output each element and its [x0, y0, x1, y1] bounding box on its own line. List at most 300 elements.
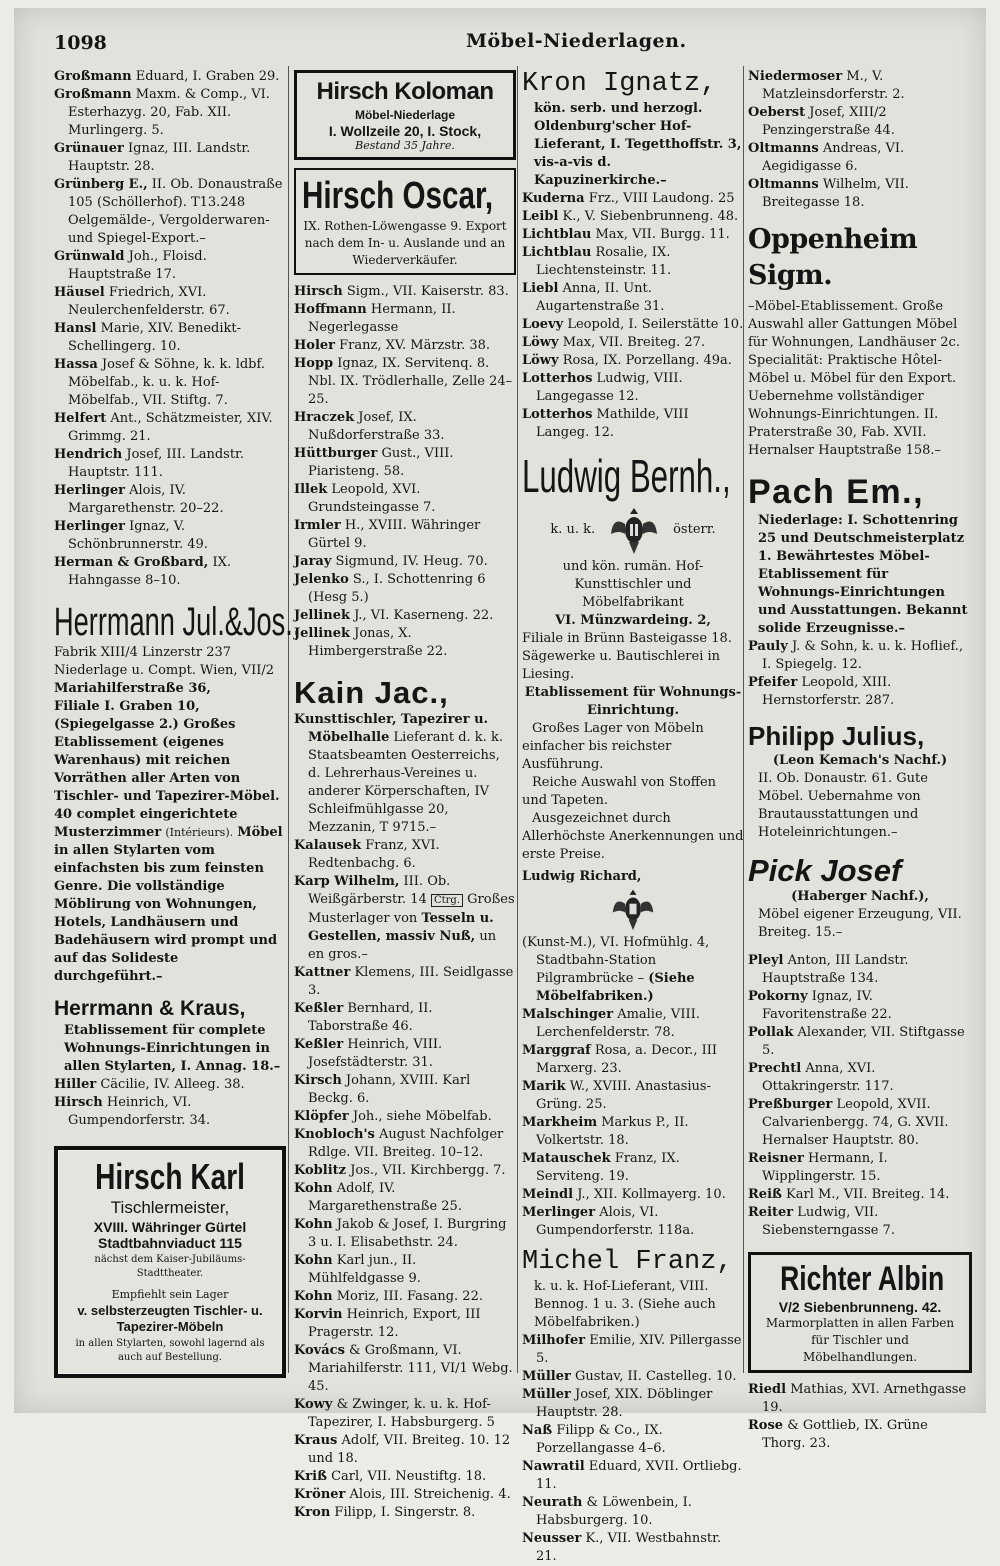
entry-text: J., VI. Kaserneng. 22. — [354, 608, 494, 623]
list-item — [54, 518, 286, 554]
entry-text: Hermann, I. Wipplingerstr. 15. — [762, 1151, 888, 1184]
entry-text: Moriz, III. Fasang. 22. — [336, 1289, 483, 1304]
entry-name: Pollak — [748, 1025, 794, 1040]
entry-name: Pauly — [748, 639, 788, 654]
ad-ludwig-bold2: Etablissement für Wohnungs-Einrichtung. — [524, 685, 742, 718]
entry-name: Oeberst — [748, 105, 806, 120]
entry-text: Klemens, III. Seidlgasse 3. — [308, 965, 514, 998]
ad-oppenheim-title: Oppenheim Sigm. — [748, 224, 918, 291]
entry-text: Rosa, a. Decor., III Marxerg. 23. — [536, 1043, 717, 1076]
list-item — [54, 284, 286, 320]
list-item — [294, 445, 516, 481]
ad-ludwig-address: VI. Münzwardeing. 2, — [555, 613, 711, 628]
entry-name: Hansl — [54, 321, 97, 336]
entry-text: Heinrich, VIII. Josefstädterstr. 31. — [308, 1037, 443, 1070]
column-3 — [522, 68, 744, 1566]
list-item — [748, 1024, 972, 1060]
entry-name: Lichtblau — [522, 245, 592, 260]
list-item — [522, 1422, 744, 1458]
ad-richard-text: (Kunst-M.), VI. Hofmühlg. 4, Stadtbahn-Station Pilgrambrücke – — [522, 935, 710, 986]
entry-text: Leopold, XIII. Hernstorferstr. 287. — [762, 675, 895, 708]
list-item — [522, 316, 744, 334]
list-item — [748, 1381, 972, 1417]
list-item — [522, 1530, 744, 1566]
list-item — [294, 964, 516, 1000]
ad-pick-sub: (Haberger Nachf.), — [791, 889, 929, 904]
ad-philipp-title: Philipp Julius, — [748, 721, 925, 751]
list-item — [294, 1216, 516, 1252]
entry-text: Karl jun., II. Mühlfeldgasse 9. — [308, 1253, 421, 1286]
entry-text: Max, VII. Burgg. 11. — [595, 227, 730, 242]
list-item — [54, 554, 286, 590]
list-item — [54, 68, 286, 86]
entry-karp — [294, 873, 516, 964]
entry-name: Milhofer — [522, 1333, 586, 1348]
entry-text: & Gottlieb, IX. Grüne Thorg. 23. — [762, 1418, 928, 1451]
entry-bold: Tesseln u. Gestellen, massiv Nuß, — [308, 911, 494, 944]
list-item — [748, 638, 972, 674]
list-item — [522, 1114, 744, 1150]
page-number: 1098 — [54, 32, 107, 54]
entry-name: Markheim — [522, 1115, 598, 1130]
ad-pach-title: Pach Em., — [748, 473, 925, 511]
list-item — [522, 1042, 744, 1078]
entry-name: Pokorny — [748, 989, 808, 1004]
entry-text: Josef & Söhne, k. k. ldbf. Möbelfab., k. u. k. Hof-Möbelfab., VII. Stiftg. 7. — [68, 357, 265, 408]
entry-text: Franz, XV. Märzstr. 38. — [339, 338, 491, 353]
list-item — [294, 1504, 516, 1522]
list-item — [294, 1162, 516, 1180]
entry-text: Ludwig, VIII. Langegasse 12. — [536, 371, 683, 404]
column-1 — [54, 68, 301, 1382]
entry-text: Johann, XVIII. Karl Beckg. 6. — [308, 1073, 471, 1106]
list-item — [54, 482, 286, 518]
ad-hirsch-karl — [54, 1146, 286, 1378]
entry-name: Karp Wilhelm, — [294, 874, 400, 889]
list-item — [54, 248, 286, 284]
entry-name: Kriß — [294, 1469, 327, 1484]
ad-pick-title: Pick Josef — [748, 853, 902, 888]
entry-text: Jakob & Josef, I. Burgring 3 u. I. Elisabethstr. 24. — [308, 1217, 507, 1250]
ad-koloman-note: Bestand 35 Jahre. — [355, 139, 455, 152]
list-item — [294, 1000, 516, 1036]
list-item — [522, 1186, 744, 1204]
eagle-crest-icon — [609, 504, 659, 556]
list-item — [294, 1288, 516, 1306]
ad-oppenheim — [748, 222, 972, 460]
ad-kron — [522, 68, 744, 190]
list-item — [294, 337, 516, 355]
entry-name: Jaray — [294, 554, 332, 569]
entry-name: Korvin — [294, 1307, 343, 1322]
entry-text: Josef, XIII/2 Penzingerstraße 44. — [762, 105, 895, 138]
entry-name: Hirsch — [54, 1095, 103, 1110]
column-rule — [288, 66, 289, 1373]
ad-hirsch-karl-title: Hirsch Karl — [95, 1156, 245, 1197]
entry-name: Grünberg E., — [54, 177, 148, 192]
ad-kron-title: Kron Ignatz, — [522, 69, 717, 99]
list-item — [748, 988, 972, 1024]
list-item — [294, 837, 516, 873]
entry-text: Josef, XIX. Döblinger Hauptstr. 28. — [536, 1387, 713, 1420]
entry-text: Wilhelm, VII. Breitegasse 18. — [762, 177, 909, 210]
entry-name: Marik — [522, 1079, 566, 1094]
entry-text: Adolf, IV. Margarethenstraße 25. — [308, 1181, 462, 1214]
list-item — [294, 1486, 516, 1504]
ad-herrmann-kraus-title: Herrmann & Kraus, — [54, 997, 246, 1020]
list-item — [522, 1006, 744, 1042]
entry-text: Anna, XVI. Ottakringerstr. 117. — [762, 1061, 894, 1094]
ad-ludwig-line1: und kön. rumän. Hof-Kunsttischler und Möbelfabrikant — [562, 559, 704, 610]
ad-richard-name: Ludwig Richard, — [522, 869, 642, 884]
entry-name: Jellinek — [294, 608, 350, 623]
entry-name: Lichtblau — [522, 227, 592, 242]
ad-ludwig-line4: Reiche Auswahl von Stoffen und Tapeten. — [522, 775, 717, 808]
entry-text: Josef, III. Landstr. Hauptstr. 111. — [68, 447, 244, 480]
entry-name: Preßburger — [748, 1097, 833, 1112]
entry-text: Leopold, XVII. Calvarienbergg. 74, G. XVII. Hernalser Hauptstr. 80. — [762, 1097, 949, 1148]
entry-name: Kovács — [294, 1343, 345, 1358]
entry-name: Hraczek — [294, 410, 355, 425]
entry-text: Karl M., VII. Breiteg. 14. — [786, 1187, 950, 1202]
entry-name: Neurath — [522, 1495, 583, 1510]
entry-name: Helfert — [54, 411, 107, 426]
ad-ludwig-oesterr: österr. — [673, 522, 716, 537]
entry-text: Jos., VII. Kirchbergg. 7. — [350, 1163, 506, 1178]
entry-text: Alexander, VII. Stiftgasse 5. — [762, 1025, 965, 1058]
entry-text: J., XII. Kollmayerg. 10. — [577, 1187, 726, 1202]
list-item — [54, 356, 286, 410]
column-rule — [517, 66, 518, 1373]
list-item — [294, 517, 516, 553]
ad-pick-text: Möbel eigener Erzeugung, VII. Breiteg. 15.– — [758, 907, 962, 940]
entry-text: Großes Musterlager von — [308, 892, 515, 926]
ad-hirsch-karl-viaduct: Stadtbahnviaduct 115 — [98, 1235, 242, 1251]
column-4 — [748, 68, 972, 1453]
ad-philipp — [748, 720, 972, 842]
list-item — [522, 1078, 744, 1114]
ad-hirsch-karl-street: XVIII. Währinger Gürtel — [93, 1219, 247, 1235]
entry-text: Ignaz, IV. Favoritenstraße 22. — [762, 989, 892, 1022]
entry-text: Mathilde, VIII Langeg. 12. — [536, 407, 689, 440]
ad-pach — [748, 472, 972, 638]
ad-oscar-text: IX. Rothen-Löwengasse 9. Export nach dem In- u. Auslande und an Wiederverkäufer. — [303, 219, 507, 267]
entry-name: Hiller — [54, 1077, 97, 1092]
ad-herrmann-rooms: 40 complet eingerichtete Musterzimmer — [54, 807, 238, 840]
entry-text: IX. Hahngasse 8–10. — [68, 555, 231, 588]
entry-name: Herlinger — [54, 519, 125, 534]
list-item — [522, 1332, 744, 1368]
entry-name: Pfeifer — [748, 675, 798, 690]
entry-text: Heinrich, Export, III Pragerstr. 12. — [308, 1307, 481, 1340]
ad-herrmann-address: Fabrik XIII/4 Linzerstr 237 Niederlage u. Compt. Wien, VII/2 — [54, 645, 274, 678]
entry-text: Cäcilie, IV. Alleeg. 38. — [100, 1077, 245, 1092]
entry-name: Reiter — [748, 1205, 794, 1220]
list-item — [294, 1036, 516, 1072]
ad-koloman-address: I. Wollzeile 20, I. Stock, — [328, 123, 482, 139]
entry-name: Reiß — [748, 1187, 782, 1202]
list-item — [294, 625, 516, 661]
entry-text: II. Ob. Donaustraße 105 (Schöllerhof). T13.248 Oelgemälde-, Vergolderwaren- und Spiegel-Export.– — [68, 177, 283, 246]
entry-name: Meindl — [522, 1187, 574, 1202]
entry-name: Keßler — [294, 1001, 344, 1016]
entry-text: K., V. Siebenbrunneng. 48. — [562, 209, 739, 224]
entry-name: Löwy — [522, 353, 559, 368]
entry-name: Kohn — [294, 1289, 333, 1304]
entry-name: Grünauer — [54, 141, 124, 156]
entry-text: Alois, IV. Margarethenstr. 20–22. — [68, 483, 224, 516]
entry-text: Anna, II. Unt. Augartenstraße 31. — [536, 281, 665, 314]
ad-koloman-sub: Möbel-Niederlage — [354, 108, 456, 122]
entry-name: Rose — [748, 1418, 784, 1433]
entry-name: Kröner — [294, 1487, 346, 1502]
list-item — [294, 1180, 516, 1216]
entry-name: Naß — [522, 1423, 553, 1438]
ad-philipp-sub: (Leon Kemach's Nachf.) — [772, 753, 948, 768]
entry-text: Marie, XIV. Benedikt-Schellingerg. 10. — [68, 321, 242, 354]
ad-richter-text: Marmorplatten in allen Farben für Tischler und Möbelhandlungen. — [765, 1316, 955, 1364]
entry-name: Kron — [294, 1505, 331, 1520]
entry-text: Joh., Floisd. Hauptstraße 17. — [68, 249, 207, 282]
list-item — [54, 86, 286, 140]
list-item — [294, 1396, 516, 1432]
entry-text: & Löwenbein, I. Habsburgerg. 10. — [536, 1495, 692, 1528]
entry-name: Hirsch — [294, 284, 343, 299]
entry-name: Holer — [294, 338, 336, 353]
entry-text: Anton, III Landstr. Hauptstraße 134. — [762, 953, 909, 986]
entry-text: & Großmann, VI. Mariahilferstr. 111, VI/1 Webg. 45. — [308, 1343, 513, 1394]
entry-name: Reisner — [748, 1151, 804, 1166]
entry-text: Maxm. & Comp., VI. Esterhazyg. 20, Fab. XII. Murlingerg. 5. — [68, 87, 270, 138]
entry-text: III. Ob. Weißgärberstr. 14 — [308, 874, 451, 907]
ad-ludwig-line3: Großes Lager von Möbeln einfacher bis reichster Ausführung. — [522, 721, 704, 772]
entry-text: S., I. Schottenring 6 (Hesg 5.) — [308, 572, 486, 605]
entry-text: Ignaz, V. Schönbrunnerstr. 49. — [68, 519, 208, 552]
entry-text: Eduard, I. Graben 29. — [135, 69, 280, 84]
entry-name: Hopp — [294, 356, 334, 371]
ad-hirsch-oscar — [294, 168, 516, 275]
ad-ludwig-line2: Filiale in Brünn Basteigasse 18. Sägewerke u. Bautischlerei in Liesing. — [522, 631, 732, 682]
ad-pach-text: Niederlage: I. Schottenring 25 und Deutschmeisterplatz 1. Bewährtestes Möbel-Etablissement für Wohnungs-Einrichtungen und Ausstattungen. Bekannt solide Erzeugnisse.– — [758, 513, 968, 636]
list-item — [294, 553, 516, 571]
entry-text: Gust., VIII. Piaristeng. 58. — [308, 446, 454, 479]
list-item — [522, 1458, 744, 1494]
ad-michel — [522, 1246, 744, 1332]
ad-kain-bold: Kunsttischler, Tapezirer u. Möbelhalle — [294, 712, 489, 745]
entry-text: Sigm., VII. Kaiserstr. 83. — [346, 284, 509, 299]
ad-pick — [748, 854, 972, 942]
list-item — [294, 1468, 516, 1486]
entry-text: Andreas, VI. Aegidigasse 6. — [762, 141, 905, 174]
entry-name: Knobloch's — [294, 1127, 375, 1142]
entry-text: Ludwig, VII. Siebensterngasse 7. — [762, 1205, 895, 1238]
list-item — [748, 1060, 972, 1096]
ad-richter-title: Richter Albin — [780, 1260, 945, 1298]
list-item — [748, 1204, 972, 1240]
ad-richard-bold: (Siehe Möbelfabriken.) — [536, 971, 695, 1004]
entry-text: Frz., VIII Laudong. 25 — [588, 191, 735, 206]
entry-text: Rosalie, IX. Liechtensteinstr. 11. — [536, 245, 672, 278]
entry-text: un en gros.– — [308, 929, 497, 962]
entry-name: Nawratil — [522, 1459, 585, 1474]
list-item — [522, 1368, 744, 1386]
entry-text: Emilie, XIV. Pillergasse 5. — [536, 1333, 742, 1366]
ad-kain-text: Lieferant d. k. k. Staatsbeamten Oesterreichs, d. Lehrerhaus-Vereines u. anderer Körperschaften, IV Schleifmühlgasse 20, Mezzanin, T 9715.– — [308, 730, 503, 835]
list-item — [54, 1094, 286, 1130]
entry-name: Neusser — [522, 1531, 582, 1546]
list-item — [54, 176, 286, 248]
ad-herrmann-kraus — [54, 996, 286, 1076]
entry-text: W., XVIII. Anastasius-Grüng. 25. — [536, 1079, 711, 1112]
entry-name: Pleyl — [748, 953, 784, 968]
ad-herrmann — [54, 600, 301, 986]
ad-oppenheim-text: –Möbel-Etablissement. Große Auswahl aller Gattungen Möbel für Wohnungen, Landhäuser 2c. Specialität: Praktische Hôtel-Möbel u. Möbel für den Export. Uebernehme vollständiger Wohnungs-Einrichtungen. II. Praterstraße 30, Fab. XVII. Hernalser Hauptstraße 158.– — [748, 299, 960, 458]
entry-text: Ignaz, IX. Servitenq. 8. Nbl. IX. Trödlerhalle, Zelle 24–25. — [308, 356, 513, 407]
entry-text: Jonas, X. Himbergerstraße 22. — [308, 626, 448, 659]
entry-name: Jellinek — [294, 626, 350, 641]
ad-herrmann-kraus-text: Etablissement für complete Wohnungs-Einrichtungen in allen Stylarten, I. Annag. 18.– — [64, 1023, 281, 1074]
list-item — [522, 334, 744, 352]
entry-name: Leibl — [522, 209, 559, 224]
entry-name: Hassa — [54, 357, 98, 372]
entry-text: Carl, VII. Neustiftg. 18. — [331, 1469, 487, 1484]
list-item — [294, 409, 516, 445]
ad-oscar-title: Hirsch Oscar, — [302, 175, 494, 217]
list-item — [294, 355, 516, 409]
list-item — [522, 1494, 744, 1530]
entry-text: Heinrich, VI. Gumpendorferstr. 34. — [68, 1095, 211, 1128]
entry-text: Mathias, XVI. Arnethgasse 19. — [762, 1382, 967, 1415]
entry-text: Josef, IX. Nußdorferstraße 33. — [308, 410, 445, 443]
list-item — [294, 481, 516, 517]
ad-richter-address: V/2 Siebenbrunneng. 42. — [778, 1299, 942, 1315]
entry-text: Franz, IX. Serviteng. 19. — [536, 1151, 680, 1184]
ad-herrmann-rest: Möbel in allen Stylarten vom einfachsten bis zum feinsten Genre. Die vollständige Möblirung von Wohnungen, Hotels, Landhäusern und Badehäusern wird prompt und auf das Solideste durchgeführt.– — [54, 825, 283, 984]
list-item — [748, 1417, 972, 1453]
entry-name: Häusel — [54, 285, 105, 300]
list-item — [294, 1126, 516, 1162]
entry-name: Merlinger — [522, 1205, 596, 1220]
list-item — [522, 280, 744, 316]
page — [14, 8, 986, 1564]
ad-herrmann-desc: (Spiegelgasse 2.) Großes Etablissement (eigenes Warenhaus) mit reichen Vorräthen aller Arten von Tischler- und Tapezirer-Möbel. — [54, 717, 280, 804]
list-item — [294, 607, 516, 625]
list-item — [748, 104, 972, 140]
entry-name: Jelenko — [294, 572, 349, 587]
list-item — [748, 68, 972, 104]
ad-kron-text: kön. serb. und herzogl. Oldenburg'scher Hof-Lieferant, I. Tegetthoffstr. 3, vis-a-vis d. Kapuzinerkirche.– — [534, 101, 742, 188]
list-item — [54, 320, 286, 356]
entry-name: Kattner — [294, 965, 351, 980]
list-item — [294, 283, 516, 301]
entry-name: Großmann — [54, 87, 132, 102]
ad-philipp-text: II. Ob. Donaustr. 61. Gute Möbel. Uebernahme von Brautausstattungen und Hoteleinrichtungen.– — [758, 771, 928, 840]
entry-name: Koblitz — [294, 1163, 347, 1178]
ad-herrmann-filiale: Filiale I. Graben 10, — [54, 699, 200, 714]
list-item — [294, 1252, 516, 1288]
entry-text: Gustav, II. Castelleg. 10. — [574, 1369, 737, 1384]
list-item — [522, 226, 744, 244]
entry-name: Kraus — [294, 1433, 338, 1448]
ad-richter — [748, 1252, 972, 1373]
entry-name: Niedermoser — [748, 69, 843, 84]
entry-name: Lotterhos — [522, 407, 593, 422]
entry-text: J. & Sohn, k. u. k. Hoflief., I. Spiegelg. 12. — [762, 639, 964, 672]
page-header — [54, 28, 984, 58]
list-item — [522, 190, 744, 208]
entry-text: Markus P., II. Volkertstr. 18. — [536, 1115, 689, 1148]
entry-name: Hendrich — [54, 447, 123, 462]
list-item — [54, 140, 286, 176]
entry-name: Malschinger — [522, 1007, 614, 1022]
entry-name: Müller — [522, 1369, 571, 1384]
entry-text: Hermann, II. Negerlegasse — [308, 302, 456, 335]
ad-hirsch-karl-recommend: Empfiehlt sein Lager — [111, 1288, 229, 1301]
karp-badge: Ctrg. — [431, 894, 463, 907]
list-item — [748, 1186, 972, 1204]
list-item — [54, 410, 286, 446]
entry-name: Grünwald — [54, 249, 125, 264]
entry-name: Oltmanns — [748, 141, 819, 156]
entry-text: Leopold, I. Seilerstätte 10. — [567, 317, 744, 332]
entry-text: Eduard, XVII. Ortliebg. 11. — [536, 1459, 742, 1492]
ad-ludwig-line5: Ausgezeichnet durch Allerhöchste Anerkennungen und erste Preise. — [522, 811, 744, 862]
entry-text: Filipp, I. Singerstr. 8. — [334, 1505, 476, 1520]
entry-text: Adolf, VII. Breiteg. 10. 12 und 18. — [308, 1433, 511, 1466]
page-title: Möbel-Niederlagen. — [466, 30, 687, 52]
entry-text: Franz, XVI. Redtenbachg. 6. — [308, 838, 440, 871]
ad-ludwig-title: Ludwig Bernh., — [522, 450, 731, 502]
entry-name: Herlinger — [54, 483, 125, 498]
entry-name: Großmann — [54, 69, 132, 84]
entry-name: Liebl — [522, 281, 559, 296]
list-item — [522, 1204, 744, 1240]
list-item — [748, 1150, 972, 1186]
list-item — [522, 1150, 744, 1186]
entry-text: Filipp & Co., IX. Porzellangasse 4–6. — [536, 1423, 666, 1456]
list-item — [748, 1096, 972, 1150]
entry-name: Keßler — [294, 1037, 344, 1052]
list-item — [748, 952, 972, 988]
list-item — [748, 674, 972, 710]
entry-name: Oltmanns — [748, 177, 819, 192]
entry-name: Hoffmann — [294, 302, 367, 317]
list-item — [522, 370, 744, 406]
ad-ludwig-richard — [522, 868, 744, 1006]
entry-text: Bernhard, II. Taborstraße 46. — [308, 1001, 433, 1034]
entry-text: Max, VII. Breiteg. 27. — [562, 335, 706, 350]
eagle-crest-icon — [611, 886, 655, 932]
entry-name: Kuderna — [522, 191, 585, 206]
entry-text: Sigmund, IV. Heug. 70. — [335, 554, 488, 569]
ad-ludwig-bernh — [522, 450, 744, 864]
entry-name: Prechtl — [748, 1061, 802, 1076]
entry-name: Riedl — [748, 1382, 787, 1397]
entry-name: Irmler — [294, 518, 341, 533]
ad-hirsch-karl-styles: in allen Stylarten, sowohl lagernd als auch auf Bestellung. — [75, 1338, 265, 1363]
entry-name: Kirsch — [294, 1073, 342, 1088]
entry-text: Amalie, VIII. Lerchenfelderstr. 78. — [536, 1007, 700, 1040]
entry-text: Ignaz, III. Landstr. Hauptstr. 28. — [68, 141, 251, 174]
ad-kain — [294, 675, 516, 837]
list-item — [522, 244, 744, 280]
entry-text: Alois, VI. Gumpendorferstr. 118a. — [536, 1205, 695, 1238]
entry-name: Löwy — [522, 335, 559, 350]
column-2 — [294, 68, 516, 1522]
ad-herrmann-title: Herrmann Jul.&Jos., — [54, 600, 301, 644]
list-item — [748, 176, 972, 212]
entry-text: K., VII. Westbahnstr. 21. — [536, 1531, 722, 1564]
